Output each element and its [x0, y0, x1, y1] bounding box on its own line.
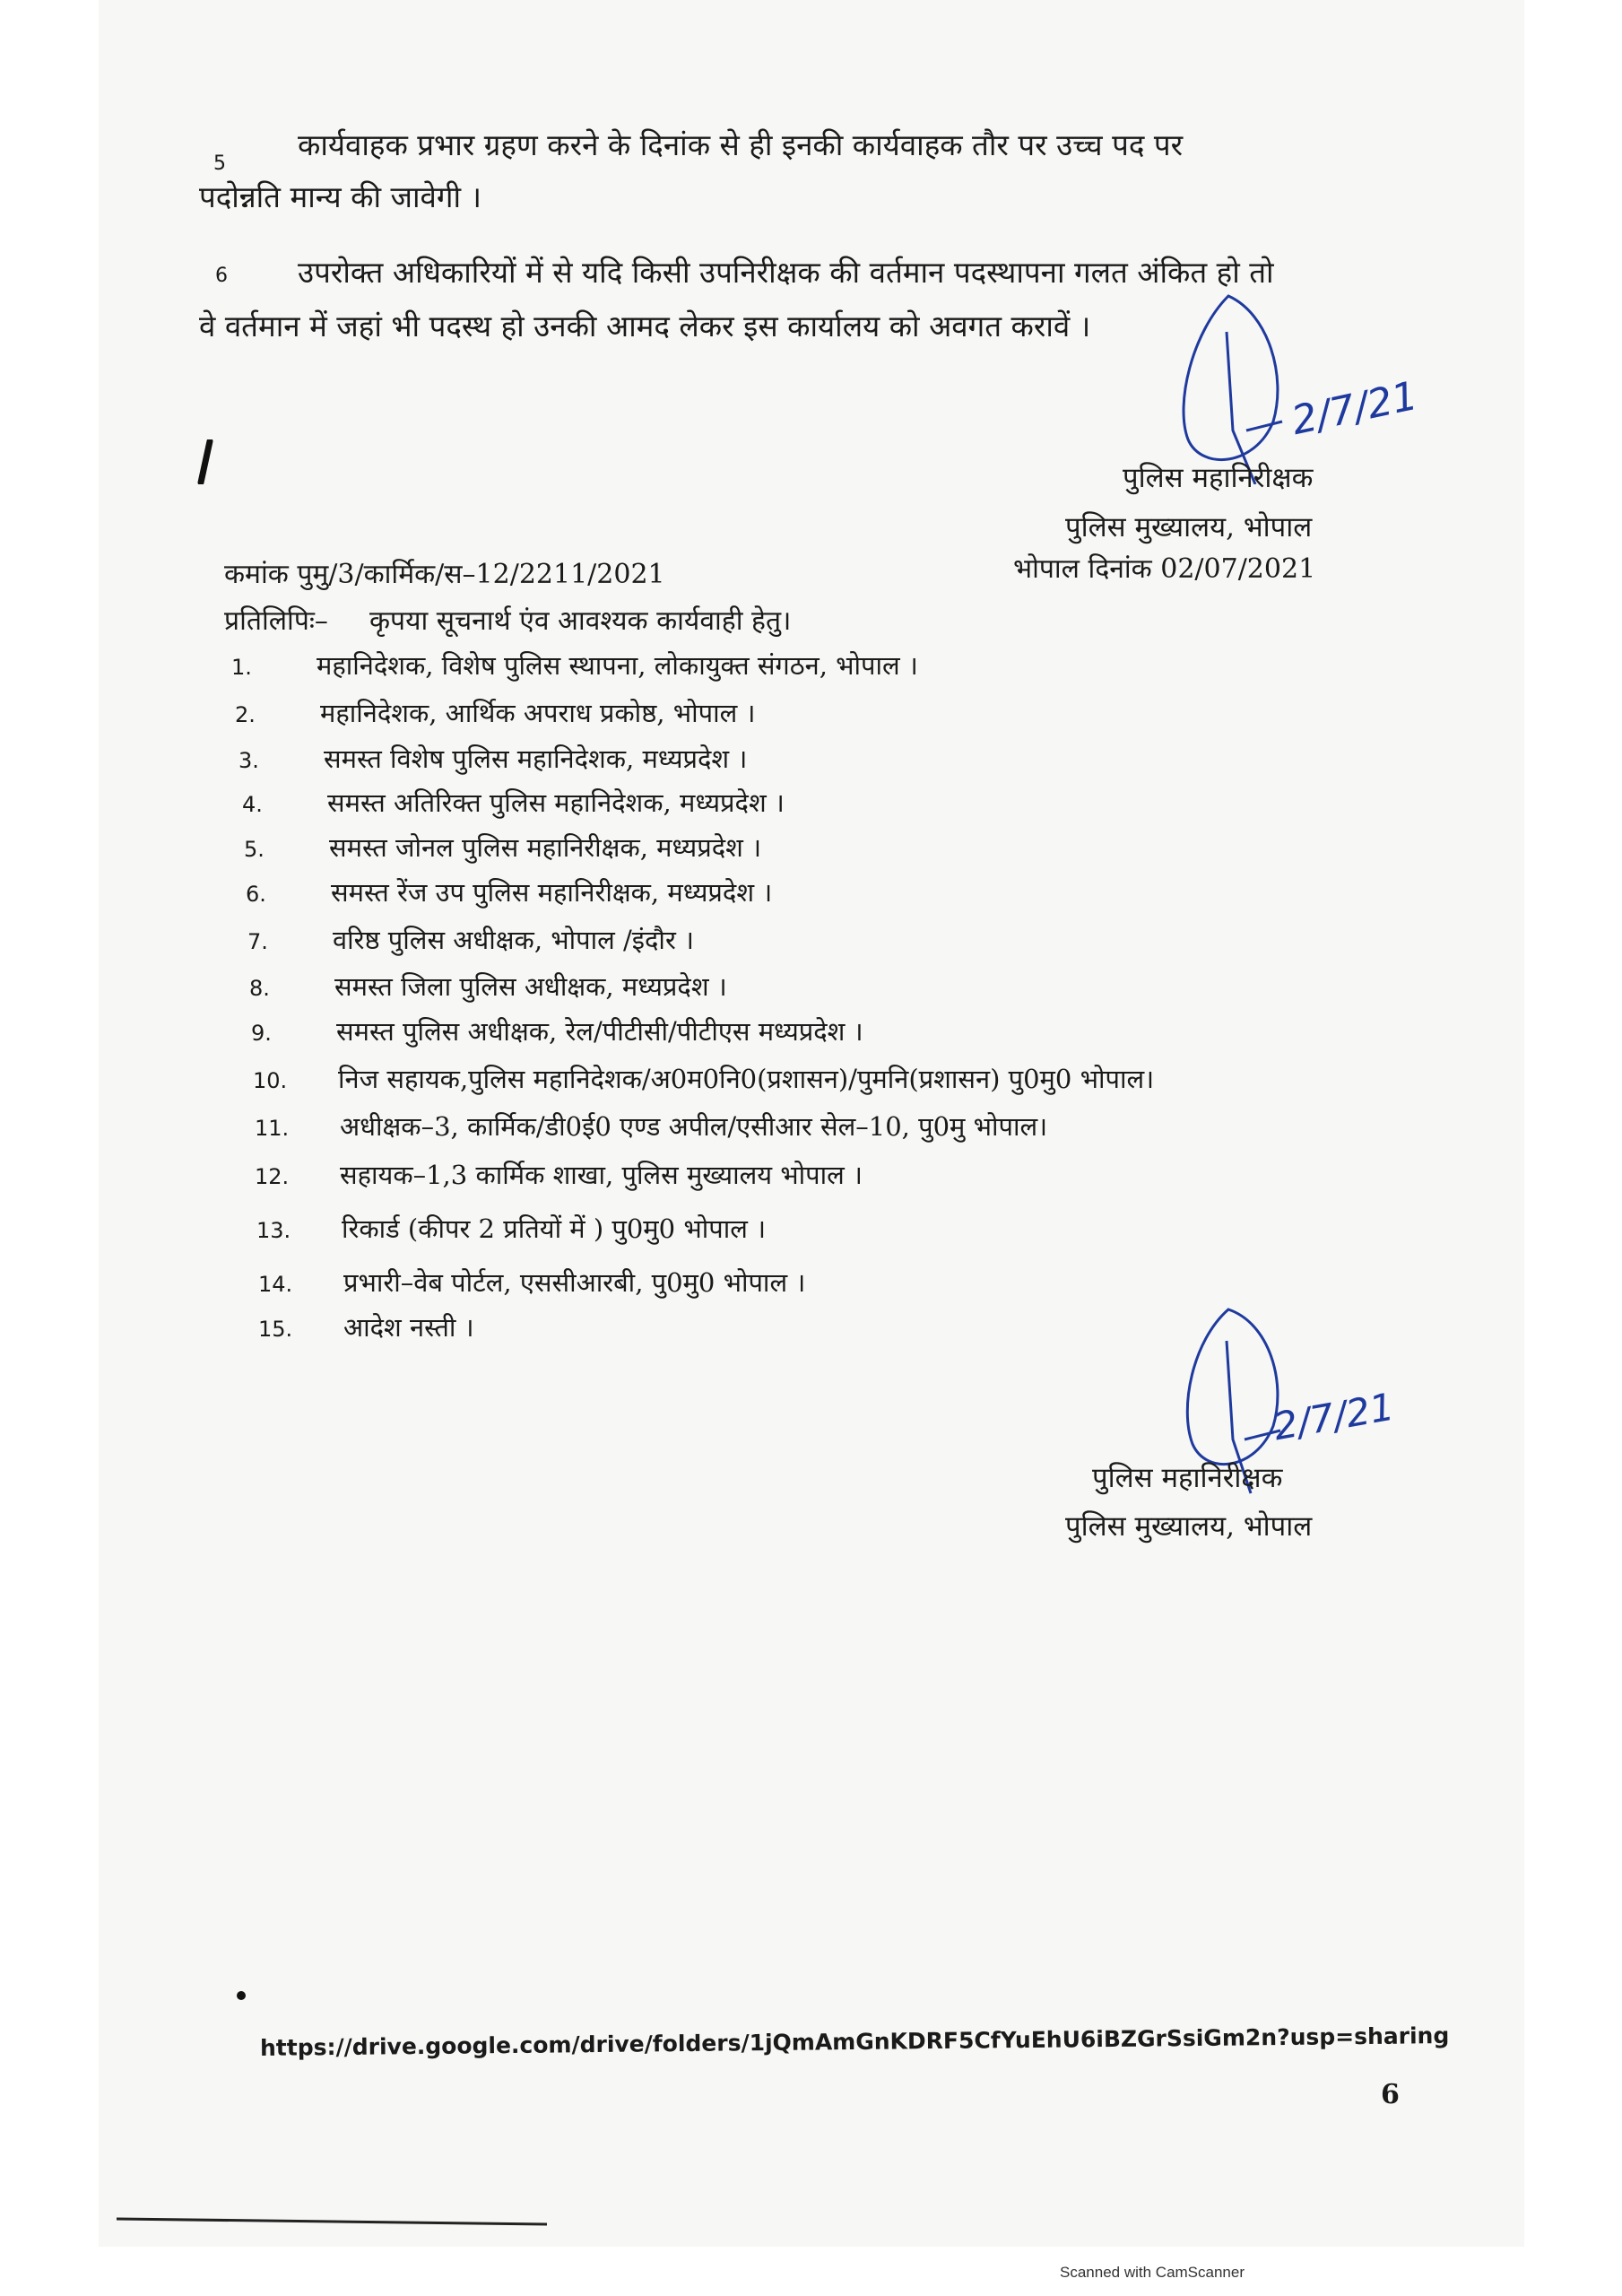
list-item [247, 922, 694, 957]
signature-2-date: 2/7/21 [1270, 1384, 1398, 1449]
paragraph-number: 5 [213, 152, 226, 175]
list-item [258, 1265, 805, 1300]
list-item-number: 3. [239, 748, 259, 773]
signature-1-date: 2/7/21 [1288, 372, 1422, 445]
document-page [99, 0, 1524, 2247]
list-item-number: 1. [231, 655, 252, 680]
scanner-footer: Scanned with CamScanner [1060, 2264, 1245, 2281]
list-item-number: 11. [255, 1116, 290, 1141]
signature-2-designation: पुलिस महानिरीक्षक [1092, 1462, 1283, 1494]
signature-2-office: पुलिस मुख्यालय, भोपाल [1065, 1510, 1313, 1543]
paragraph-number: 6 [215, 265, 228, 287]
list-item-number: 14. [258, 1272, 293, 1297]
paragraph-6-line-2: वे वर्तमान में जहां भी पदस्थ हो उनकी आमद लेकर इस कार्यालय को अवगत करावें । [199, 309, 1091, 344]
list-item-number: 4. [242, 792, 263, 817]
list-item-text: सहायक–1,3 कार्मिक शाखा, पुलिस मुख्यालय भोपाल । [340, 1160, 863, 1190]
page-number: 6 [1381, 2079, 1400, 2110]
order-reference-number: कमांक पुमु/3/कार्मिक/स–12/2211/2021 [224, 559, 665, 590]
list-item [251, 1013, 863, 1048]
list-item [239, 741, 747, 776]
list-item [255, 1157, 863, 1192]
list-item [231, 648, 918, 683]
list-item [256, 1211, 766, 1246]
list-item-text: समस्त अतिरिक्त पुलिस महानिदेशक, मध्यप्रदेश । [327, 787, 785, 818]
list-item-number: 2. [235, 702, 256, 727]
copy-to-label: प्रतिलिपिः– [224, 605, 328, 637]
list-item-text: समस्त रेंज उप पुलिस महानिरीक्षक, मध्यप्रदेश । [331, 877, 773, 908]
paragraph-5-line-2: पदोन्नति मान्य की जावेगी । [199, 179, 482, 214]
list-item [253, 1061, 1154, 1096]
list-item-text: समस्त जोनल पुलिस महानिरीक्षक, मध्यप्रदेश । [329, 832, 762, 863]
signature-1-designation: पुलिस महानिरीक्षक [1123, 462, 1314, 494]
list-item [249, 969, 727, 1004]
list-item-number: 15. [258, 1317, 293, 1342]
list-item-number: 13. [256, 1218, 291, 1243]
list-item-text: समस्त पुलिस अधीक्षक, रेल/पीटीसी/पीटीएस मध्यप्रदेश । [336, 1016, 863, 1047]
list-item-text: अधीक्षक–3, कार्मिक/डी0ई0 एण्ड अपील/एसीआर सेल–10, पु0मु भोपाल। [340, 1111, 1048, 1142]
list-item-text: समस्त विशेष पुलिस महानिदेशक, मध्यप्रदेश । [324, 744, 748, 774]
signature-1-office: पुलिस मुख्यालय, भोपाल [1065, 511, 1313, 544]
list-item-number: 7. [247, 929, 268, 954]
scan-edge-mark [117, 2215, 547, 2226]
list-item-text: महानिदेशक, आर्थिक अपराध प्रकोष्ठ, भोपाल । [320, 698, 756, 728]
paragraph-6-line-1: उपरोक्त अधिकारियों में से यदि किसी उपनिरीक्षक की वर्तमान पदस्थापना गलत अंकित हो तो [298, 255, 1274, 290]
list-item-number: 9. [251, 1021, 272, 1046]
list-item-text: वरिष्ठ पुलिस अधीक्षक, भोपाल /इंदौर । [333, 925, 695, 955]
list-item [246, 874, 772, 909]
list-item-number: 10. [253, 1068, 288, 1093]
list-item-text: समस्त जिला पुलिस अधीक्षक, मध्यप्रदेश । [334, 971, 727, 1002]
list-item-text: आदेश नस्ती । [343, 1312, 474, 1343]
list-item [258, 1309, 474, 1344]
drive-link[interactable]: https://drive.google.com/drive/folders/1jQmAmGnKDRF5CfYuEhU6iBZGrSsiGm2n?usp=sharing [259, 2022, 1450, 2061]
list-item [235, 695, 755, 730]
list-item [255, 1109, 1047, 1144]
margin-mark [195, 439, 217, 484]
list-item-text: निज सहायक,पुलिस महानिदेशक/अ0म0नि0(प्रशासन)/पुमनि(प्रशासन) पु0मु0 भोपाल। [338, 1064, 1155, 1094]
list-item-number: 12. [255, 1164, 290, 1189]
list-item-number: 8. [249, 976, 270, 1001]
list-item-text: महानिदेशक, विशेष पुलिस स्थापना, लोकायुक्त संगठन, भोपाल । [317, 650, 918, 681]
list-item [242, 785, 785, 820]
list-item-number: 5. [244, 837, 265, 862]
list-item-number: 6. [246, 882, 266, 907]
paragraph-5-line-1: कार्यवाहक प्रभार ग्रहण करने के दिनांक से ही इनकी कार्यवाहक तौर पर उच्च पद पर [298, 127, 1184, 162]
list-item-text: रिकार्ड (कीपर 2 प्रतियों में ) पु0मु0 भोपाल । [342, 1213, 767, 1244]
order-place-date: भोपाल दिनांक 02/07/2021 [1013, 553, 1316, 585]
list-item-text: प्रभारी–वेब पोर्टल, एससीआरबी, पु0मु0 भोपाल । [343, 1267, 806, 1298]
bullet-dot-mark [235, 1989, 247, 2002]
copy-to-purpose: कृपया सूचनार्थ एंव आवश्यक कार्यवाही हेतु। [369, 605, 792, 637]
list-item [244, 830, 761, 865]
